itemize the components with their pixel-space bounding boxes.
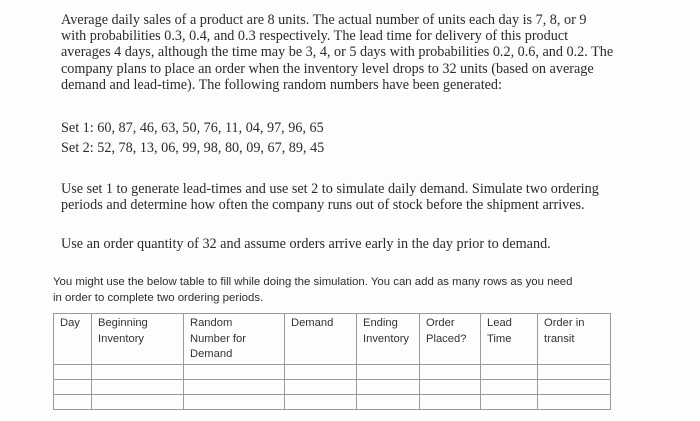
table-cell[interactable]: [420, 395, 481, 410]
header-order-in-transit: [538, 314, 611, 365]
table-row: [54, 380, 611, 395]
intro-line: Average daily sales of a product are 8 units. The actual number of units each day is 7, 8, or 9: [61, 12, 587, 28]
table-cell[interactable]: [420, 365, 481, 380]
table-cell[interactable]: [357, 380, 420, 395]
instructions: [61, 181, 641, 213]
table-cell[interactable]: [481, 365, 538, 380]
note-line: in order to complete two ordering periods.: [53, 292, 264, 304]
intro-line: company plans to place an order when the inventory level drops to 32 units (based on average: [61, 60, 594, 77]
header-text: Number for: [190, 332, 246, 345]
header-text: Ending: [363, 317, 398, 329]
header-order-placed: [420, 314, 481, 365]
table-cell[interactable]: [285, 380, 357, 395]
intro-line: demand and lead-time). The following random numbers have been generated:: [61, 76, 502, 93]
header-text: Beginning: [98, 317, 148, 329]
table-cell[interactable]: [357, 395, 420, 410]
table-instructions: [53, 274, 633, 306]
instruction-line: Use set 1 to generate lead-times and use set 2 to simulate daily demand. Simulate two ordering: [61, 181, 599, 197]
table-cell[interactable]: [538, 380, 611, 395]
table-cell[interactable]: [184, 395, 285, 410]
table-cell[interactable]: [285, 365, 357, 380]
header-day: [54, 314, 92, 365]
header-text: Day: [60, 317, 80, 329]
header-text: Random: [190, 317, 233, 329]
header-text: Inventory: [363, 332, 410, 345]
header-text: Order in: [544, 317, 585, 329]
intro-line: with probabilities 0.3, 0.4, and 0.3 respectively. The lead time for delivery of this product: [61, 28, 569, 45]
table-cell[interactable]: [92, 395, 184, 410]
header-text: Time: [487, 332, 512, 345]
table-cell[interactable]: [184, 365, 285, 380]
header-text: Inventory: [98, 332, 145, 345]
table-cell[interactable]: [481, 380, 538, 395]
random-numbers-set-1: Set 1: 60, 87, 46, 63, 50, 76, 11, 04, 97, 96, 65: [61, 120, 324, 136]
simulation-table: [53, 313, 611, 410]
header-beginning-inventory: [92, 314, 184, 365]
table-cell[interactable]: [54, 365, 92, 380]
table-cell[interactable]: [54, 380, 92, 395]
table-row: [54, 365, 611, 380]
header-text: Demand: [291, 317, 334, 329]
table-cell[interactable]: [538, 365, 611, 380]
table-cell[interactable]: [357, 365, 420, 380]
header-text: transit: [544, 332, 575, 345]
note-line: You might use the below table to fill while doing the simulation. You can add as many rows as you need: [53, 276, 573, 288]
intro-line: averages 4 days, although the time may be 3, 4, or 5 days with probabilities 0.2, 0.6, and 0.2. The: [61, 44, 614, 61]
header-demand: [285, 314, 357, 365]
header-text: Order: [426, 317, 455, 329]
table-cell[interactable]: [420, 380, 481, 395]
table-cell[interactable]: [54, 395, 92, 410]
header-text: Lead: [487, 317, 512, 329]
instruction-line: periods and determine how often the company runs out of stock before the shipment arrives.: [61, 197, 585, 214]
table-cell[interactable]: [92, 380, 184, 395]
header-lead-time: [481, 314, 538, 365]
table-cell[interactable]: [285, 395, 357, 410]
table-cell[interactable]: [184, 380, 285, 395]
table-cell[interactable]: [481, 395, 538, 410]
header-text: Demand: [190, 348, 233, 360]
table-row: [54, 395, 611, 410]
table-cell[interactable]: [538, 395, 611, 410]
table-header-row: [54, 314, 611, 365]
header-text: Placed?: [426, 332, 467, 345]
table-cell[interactable]: [92, 365, 184, 380]
order-quantity-note: Use an order quantity of 32 and assume orders arrive early in the day prior to demand.: [61, 236, 551, 252]
random-numbers-set-2: Set 2: 52, 78, 13, 06, 99, 98, 80, 09, 67, 89, 45: [61, 140, 325, 156]
header-random-number-for-demand: [184, 314, 285, 365]
problem-statement: [61, 12, 641, 93]
header-ending-inventory: [357, 314, 420, 365]
